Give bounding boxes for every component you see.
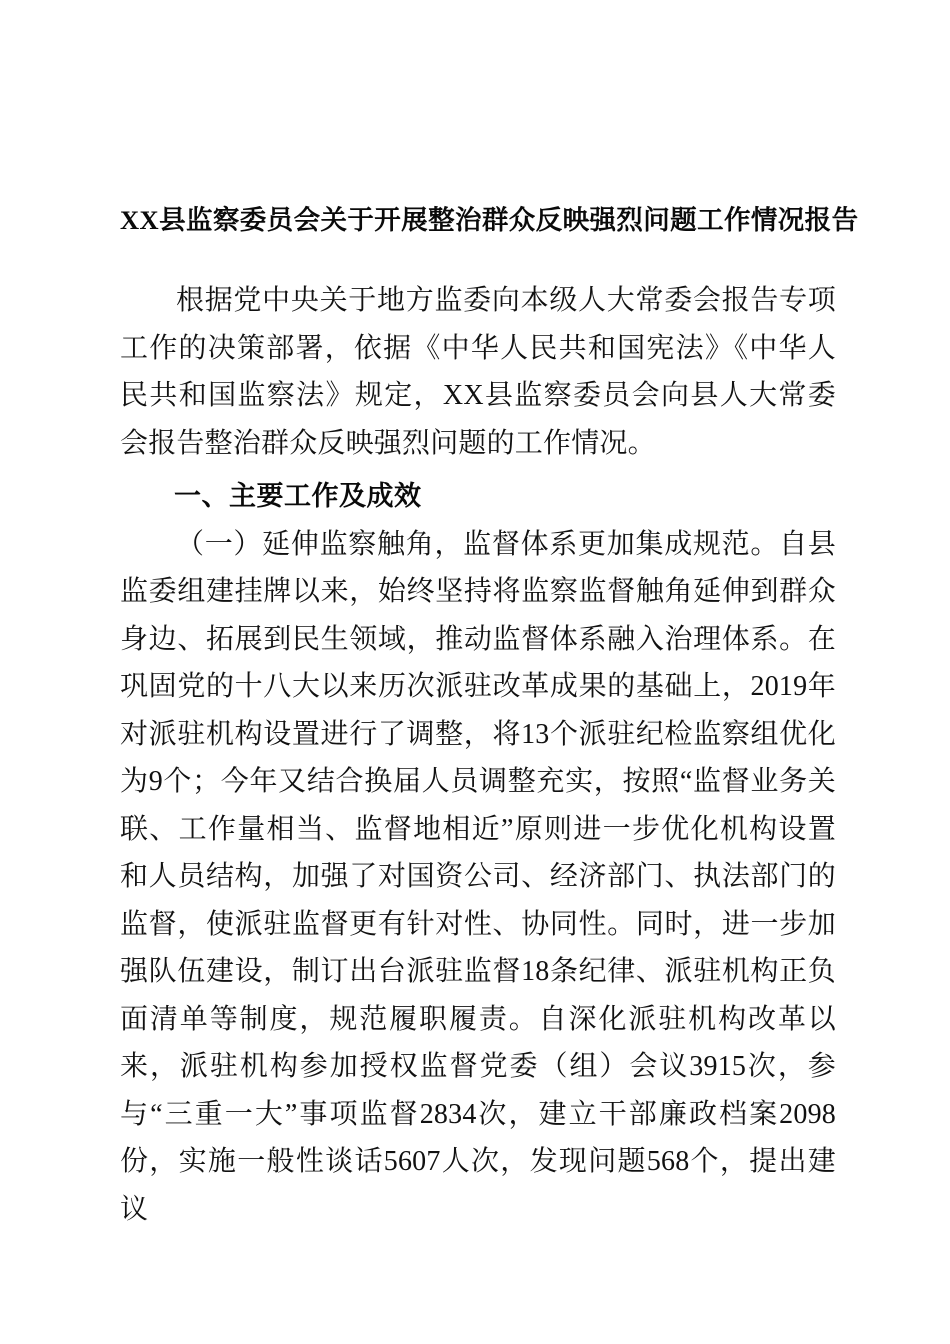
title-spacer [120, 242, 836, 277]
intro-paragraph: 根据党中央关于地方监委向本级人大常委会报告专项工作的决策部署，依据《中华人民共和国宪法》《中华人民共和国监察法》规定，XX县监察委员会向县人大常委会报告整治群众反映强烈问题的工作情况。 [120, 285, 836, 459]
document-content [120, 198, 859, 1233]
section-1-item-1-paragraph: （一）延伸监察触角，监督体系更加集成规范。自县监委组建挂牌以来，始终坚持将监察监督触角延伸到群众身边、拓展到民生领域，推动监督体系融入治理体系。在巩固党的十八大以来历次派驻改革成果的基础上，2019年对派驻机构设置进行了调整，将13个派驻纪检监察组优化为9个；今年又结合换届人员调整充实，按照“监督业务关联、工作量相当、监督地相近”原则进一步优化机构设置和人员结构，加强了对国资公司、经济部门、执法部门的监督，使派驻监督更有针对性、协同性。同时，进一步加强队伍建设，制订出台派驻监督18条纪律、派驻机构正负面清单等制度，规范履职履责。自深化派驻机构改革以来，派驻机构参加授权监督党委（组）会议3915次，参与“三重一大”事项监督2834次，建立干部廉政档案2098份，实施一般性谈话5607人次，发现问题568个，提出建议 [120, 528, 836, 1225]
section-heading-main-work: 一、主要工作及成效 [174, 481, 422, 511]
page-title: XX县监察委员会关于开展整治群众反映强烈问题工作情况报告 [120, 205, 859, 235]
